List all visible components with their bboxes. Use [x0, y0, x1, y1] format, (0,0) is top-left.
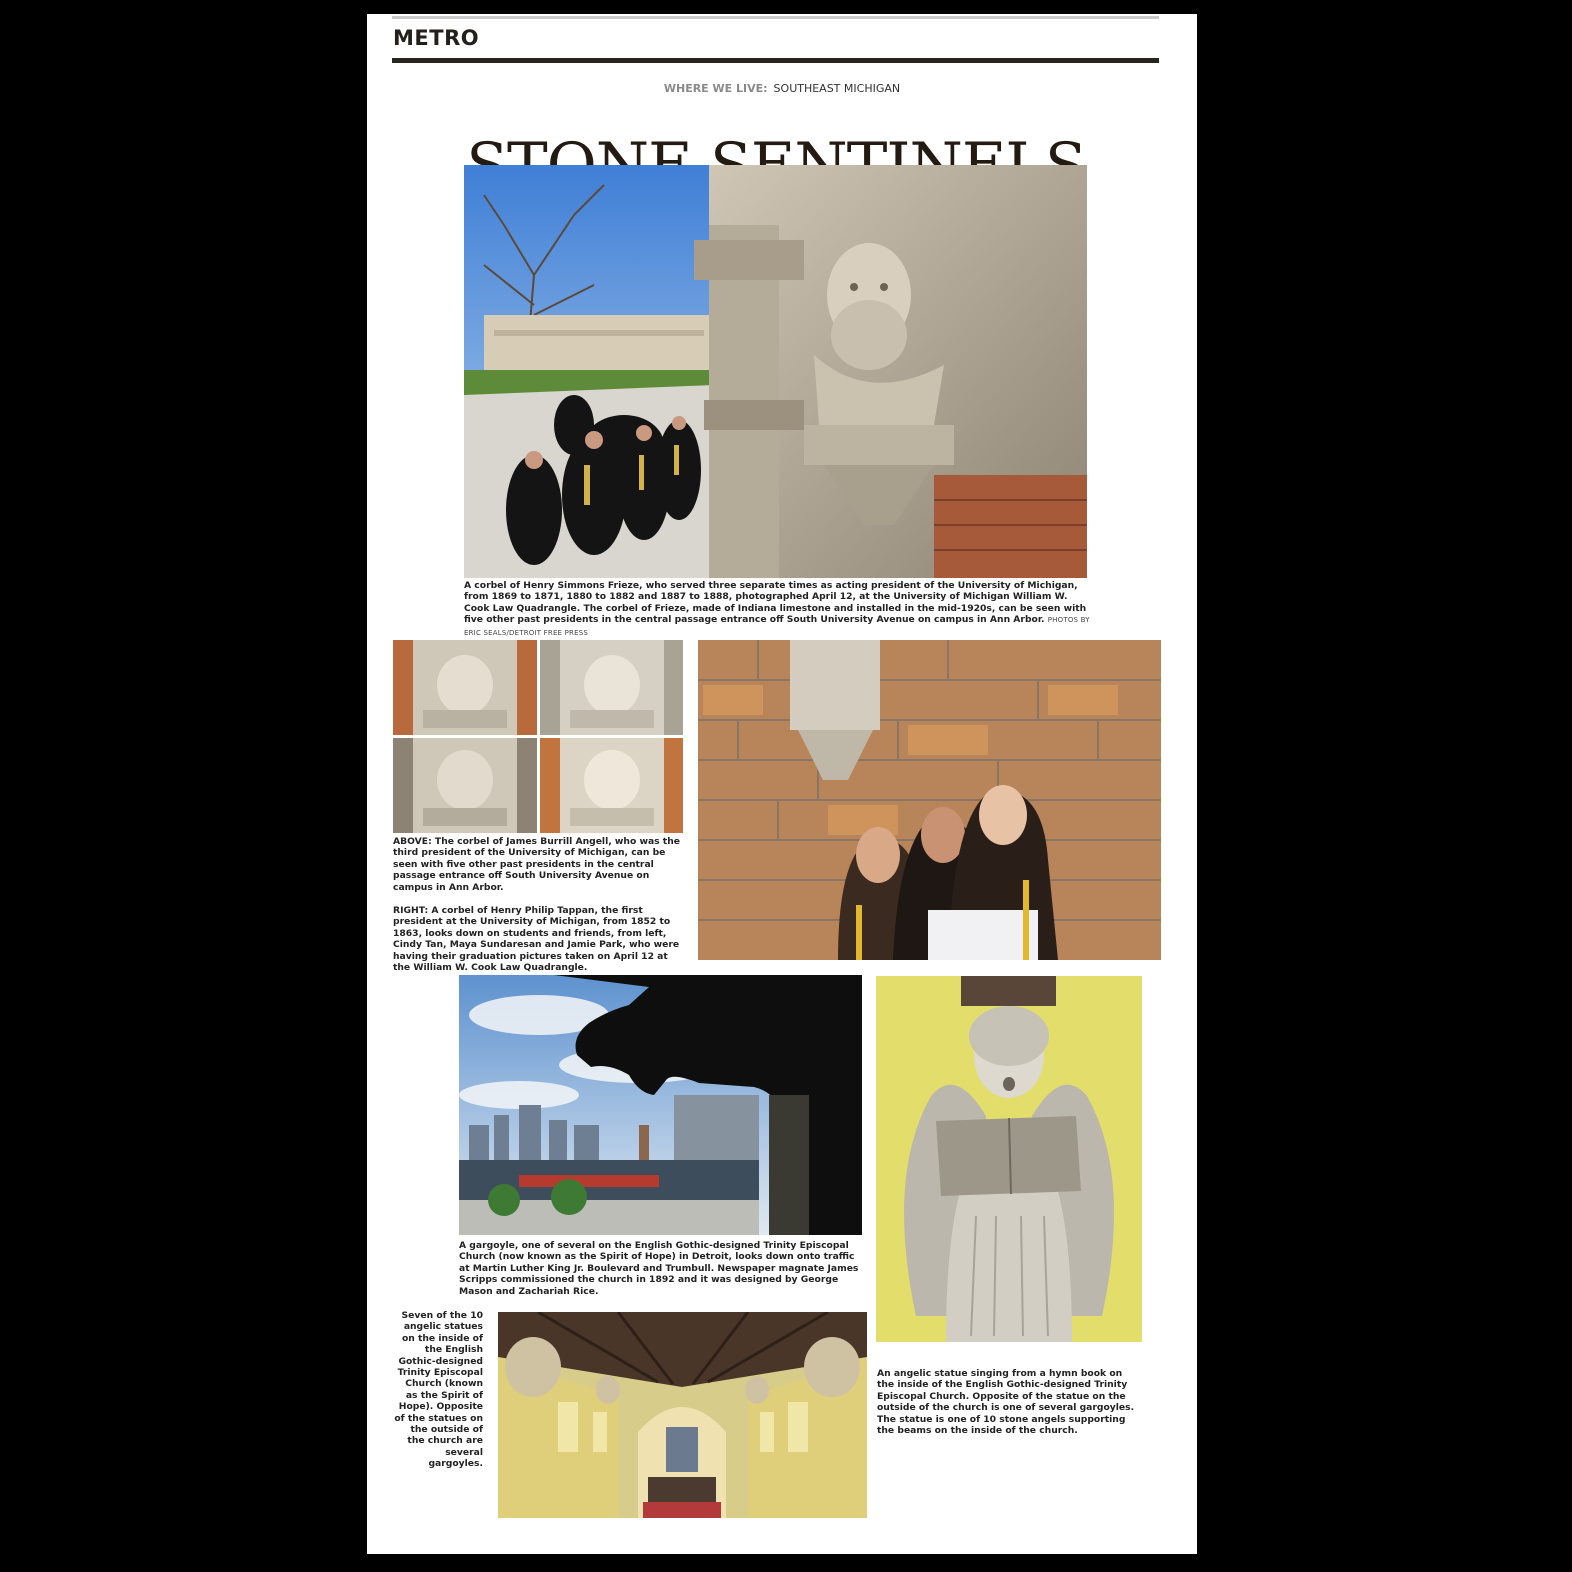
students-photo-tappan-corbel — [698, 640, 1161, 960]
church-interior-photo — [498, 1312, 867, 1518]
gargoyle-photo-graphic — [459, 975, 862, 1235]
kicker-region: SOUTHEAST MICHIGAN — [773, 82, 901, 95]
caption-gargoyle: A gargoyle, one of several on the English Gothic-designed Trinity Episcopal Church (now known as the Spirit of Hope) in Detroit, looks down onto traffic at Martin Luther King Jr. Boulevard and Trumbull. Newspaper magnate James Scripps commissioned the church in 1892 and it was designed by George Mason and Zachariah Rice. — [459, 1240, 859, 1297]
angel-statue-photo — [876, 976, 1142, 1342]
church-interior-graphic — [498, 1312, 867, 1518]
main-photo-frieze-corbel — [464, 165, 1087, 578]
caption-seven-angels: Seven of the 10 angelic statues on the inside of the English Gothic-designed Trinity Episcopal Church (known as the Spirit of Hope). Opposite of the statues on the outside of the church are several gargoyles. — [394, 1310, 483, 1470]
caption-angel: An angelic statue singing from a hymn book on the inside of the English Gothic-designed Trinity Episcopal Church. Opposite of the statue on the outside of the church is one of several gargoyles. The statue is one of 10 stone angels supporting the beams on the inside of the church. — [877, 1368, 1135, 1437]
corbel-grid-graphic — [393, 640, 683, 833]
newspaper-page — [367, 14, 1197, 1554]
caption-right: RIGHT: A corbel of Henry Philip Tappan, the first president at the University of Michigan, from 1852 to 1863, looks down on students and friends, from left, Cindy Tan, Maya Sundaresan and Jamie Park, who were having their graduation pictures taken on April 12 at the William W. Cook Law Quadrangle. — [393, 905, 680, 974]
students-photo-graphic — [698, 640, 1161, 960]
corbel-grid-photo — [393, 640, 683, 833]
caption-above: ABOVE: The corbel of James Burrill Angell, who was the third president of the University of Michigan, can be seen with five other past presidents in the central passage entrance off South University Avenue on campus in Ann Arbor. — [393, 836, 680, 893]
main-photo-graphic — [464, 165, 1087, 578]
angel-statue-graphic — [876, 976, 1142, 1342]
photo-credit: PHOTOS BY ERIC SEALS/DETROIT FREE PRESS — [464, 616, 1090, 637]
top-rule — [392, 16, 1159, 19]
caption-main-text: A corbel of Henry Simmons Frieze, who served three separate times as acting president of the University of Michigan, from 1869 to 1871, 1880 to 1882 and 1887 to 1888, photographed April 12, at the University of Michigan William W. Cook Law Quadrangle. The corbel of Frieze, made of Indiana limestone and installed in the mid-1920s, can be seen with five other past presidents in the central passage entrance off South University Avenue on campus in Ann Arbor. — [464, 580, 1087, 626]
section-label: METRO — [393, 26, 480, 50]
kicker-label: WHERE WE LIVE: — [663, 82, 768, 95]
gargoyle-photo — [459, 975, 862, 1235]
section-rule — [392, 58, 1159, 63]
kicker — [367, 82, 1197, 95]
caption-main — [464, 580, 1090, 639]
